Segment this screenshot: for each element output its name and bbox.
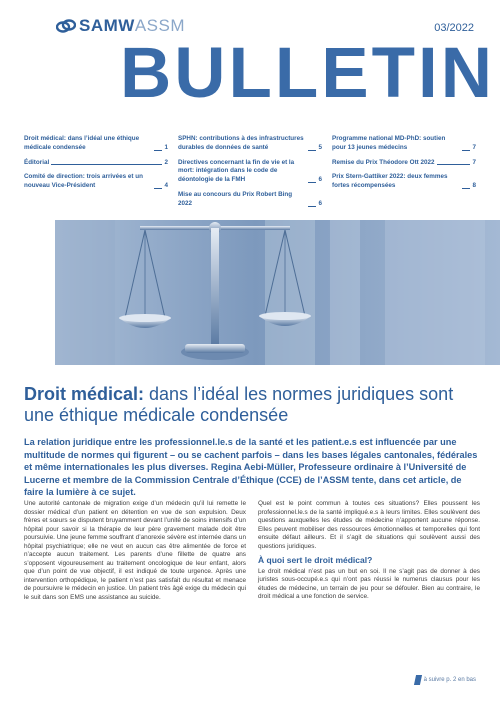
- toc-entry-title: SPHN: contributions à des infrastructures durables de données de santé: [178, 135, 304, 151]
- toc-entry[interactable]: [24, 173, 168, 191]
- toc-entry[interactable]: [24, 159, 168, 168]
- toc-entry-title: Prix Stern-Gattiker 2022: deux femmes fortes récompensées: [332, 173, 448, 190]
- logo-text: [79, 18, 185, 34]
- toc-column: [332, 135, 476, 215]
- toc-entry[interactable]: [332, 159, 476, 168]
- toc-entry-page: 7: [472, 143, 476, 151]
- toc-entry-title: Remise du Prix Théodore Ott 2022: [332, 158, 435, 166]
- section-heading: À quoi sert le droit médical?: [258, 555, 373, 566]
- toc-entry-page: 1: [164, 143, 168, 151]
- toc-entry[interactable]: [332, 173, 476, 191]
- samw-logo-icon: [56, 18, 76, 34]
- continued-text: à suivre p. 2 en bas: [423, 677, 476, 683]
- article-lead: La relation juridique entre les professionnel.le.s de la santé et les patient.e.s est influencée par une multitude de normes qui figurent – ou se cachent parfois – dans les bases légales cantonales, fédérales et même internationales les plus diverses. Regina Aebi-Müller, Professeure ordinaire à l’Université de Lucerne et membre de la Commission Centrale d’Éthique (CCE) de l’ASSM tente, dans cet article, de faire la lumière à ce sujet.: [24, 437, 478, 498]
- toc-column: [24, 135, 168, 215]
- paragraph: Quel est le point commun à toutes ces situations? Elles poussent les professionnel.le.s de la santé impliqué.e.s à leurs limites. Elles soulèvent des questions auxquelles les études de médecine n’apportent aucune réponse. Elles peuvent mobiliser des ressources émotionnelles et temporelles qui font ensuite défaut ailleurs. Et il s’agit de situations qui soulèvent aussi des questions juridiques.: [258, 500, 480, 550]
- toc-entry[interactable]: [24, 135, 168, 153]
- continued-link[interactable]: [415, 675, 476, 685]
- toc-entry-page: 8: [472, 182, 476, 190]
- scales-of-justice-image: [55, 220, 500, 365]
- paragraph: Le droit médical n’est pas un but en soi. Il ne s’agit pas de donner à des juristes sous-occupé.e.s qui n’ont pas réussi le numerus clausus pour les études de médecine, un terrain de jeu pour se défouler. Bien au contraire, le droit médical a une fonction de service.: [258, 567, 480, 601]
- bulletin-title: BULLETIN: [120, 34, 496, 113]
- article-body: [24, 500, 480, 603]
- toc-entry-title: Droit médical: dans l’idéal une éthique médicale condensée: [24, 135, 140, 151]
- article-headline: [24, 384, 484, 426]
- toc-entry-title: Mise au concours du Prix Robert Bing 2022: [178, 190, 293, 207]
- toc-entry-page: 4: [164, 182, 168, 190]
- table-of-contents: [24, 135, 476, 215]
- toc-entry-page: 5: [318, 143, 322, 151]
- toc-entry-page: 2: [164, 158, 168, 166]
- toc-entry-title: Directives concernant la fin de vie et la mort: intégration dans le code de déontologie de la FMH: [178, 158, 295, 184]
- toc-entry-title: Comité de direction: trois arrivées et un nouveau Vice-Président: [24, 173, 143, 190]
- toc-entry-page: 7: [472, 158, 476, 166]
- toc-entry[interactable]: [178, 159, 322, 185]
- paragraph: Une autorité cantonale de migration exige d’un médecin qu’il lui remette le dossier médical d’un patient en détention en vue de son expulsion. Deux frères et sœurs se disputent bruyamment devant l’unité de soins intensifs d’un hôpital pour savoir si la thérapie de leur père gravement malade doit être poursuivie. Une jeune femme souffrant d’anorexie sévère est internée dans un hôpital psychiatrique; elle ne veut en aucun cas être alimentée de force et n’accepte aucun traitement. Les parents d’une fillette de quatre ans s’opposent vigoureusement au traitement oncologique de leur enfant, alors que d’un point de vue objectif, il est indiqué de toute urgence. Après une intervention orthopédique, le patient n’est pas satisfait du résultat et menace de poursuivre le médecin en justice. Un patient très âgé exige du médecin qui le suit dans son EMS une assistance au suicide.: [24, 500, 246, 602]
- headline-rest: dans l’idéal les normes juridiques sont une éthique médicale condensée: [24, 384, 454, 425]
- toc-entry[interactable]: [178, 135, 322, 153]
- samw-logo: [56, 18, 185, 34]
- toc-column: [178, 135, 322, 215]
- logo-assm: ASSM: [134, 16, 186, 35]
- continue-arrow-icon: [414, 675, 422, 685]
- toc-entry-page: 6: [318, 199, 322, 207]
- toc-entry-title: Éditorial: [24, 158, 50, 166]
- toc-entry-page: 6: [318, 176, 322, 184]
- issue-number: 03/2022: [434, 22, 474, 34]
- article-column-right: [258, 500, 480, 603]
- toc-entry[interactable]: [178, 191, 322, 209]
- headline-bold: Droit médical:: [24, 384, 145, 404]
- toc-entry-title: Programme national MD-PhD: soutien pour 13 jeunes médecins: [332, 135, 446, 151]
- article-column-left: [24, 500, 246, 603]
- toc-entry[interactable]: [332, 135, 476, 153]
- logo-samw: SAMW: [79, 16, 135, 35]
